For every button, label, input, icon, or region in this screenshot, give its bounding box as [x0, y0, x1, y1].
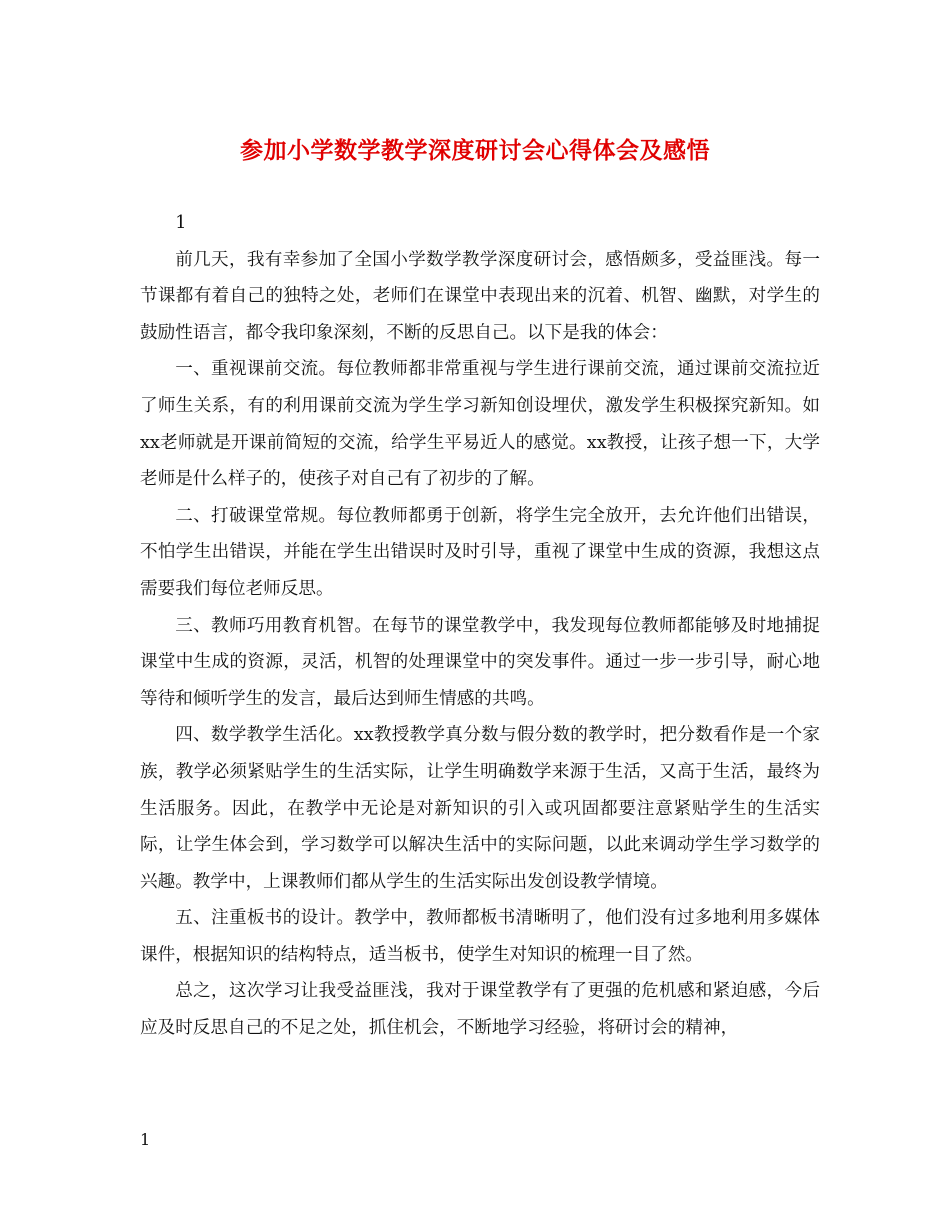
paragraph: 一、重视课前交流。每位教师都非常重视与学生进行课前交流，通过课前交流拉近了师生关系，有的利用课前交流为学生学习新知创设埋伏，激发学生积极探究新知。如xx老师就是开课前简短的交流，给学生平易近人的感觉。xx教授，让孩子想一下，大学老师是什么样子的，使孩子对自己有了初步的了解。 [140, 359, 820, 490]
page-number: 1 [140, 1130, 151, 1149]
document-title: 参加小学数学教学深度研讨会心得体会及感悟 [240, 138, 710, 164]
document-body [140, 205, 820, 1047]
paragraph: 五、注重板书的设计。教学中，教师都板书清晰明了，他们没有过多地利用多媒体课件，根据知识的结构特点，适当板书，使学生对知识的梳理一目了然。 [140, 908, 820, 965]
paragraph: 四、数学教学生活化。xx教授教学真分数与假分数的教学时，把分数看作是一个家族，教学必须紧贴学生的生活实际，让学生明确数学来源于生活，又高于生活，最终为生活服务。因此，在教学中无论是对新知识的引入或巩固都要注意紧贴学生的生活实际，让学生体会到，学习数学可以解决生活中的实际问题，以此来调动学生学习数学的兴趣。教学中，上课教师们都从学生的生活实际出发创设教学情境。 [140, 725, 820, 892]
paragraph: 二、打破课堂常规。每位教师都勇于创新，将学生完全放开，去允许他们出错误，不怕学生出错误，并能在学生出错误时及时引导，重视了课堂中生成的资源，我想这点需要我们每位老师反思。 [140, 505, 820, 599]
paragraph: 总之，这次学习让我受益匪浅，我对于课堂教学有了更强的危机感和紧迫感，今后应及时反思自己的不足之处，抓住机会，不断地学习经验，将研讨会的精神， [140, 981, 820, 1039]
paragraph: 前几天，我有幸参加了全国小学数学教学深度研讨会，感悟颇多，受益匪浅。每一节课都有着自己的独特之处，老师们在课堂中表现出来的沉着、机智、幽默，对学生的鼓励性语言，都令我印象深刻，不断的反思自己。以下是我的体会： [140, 249, 820, 343]
paragraph: 1 [175, 213, 187, 233]
paragraph: 三、教师巧用教育机智。在每节的课堂教学中，我发现每位教师都能够及时地捕捉课堂中生成的资源，灵活，机智的处理课堂中的突发事件。通过一步一步引导，耐心地等待和倾听学生的发言，最后达到师生情感的共鸣。 [140, 615, 820, 709]
